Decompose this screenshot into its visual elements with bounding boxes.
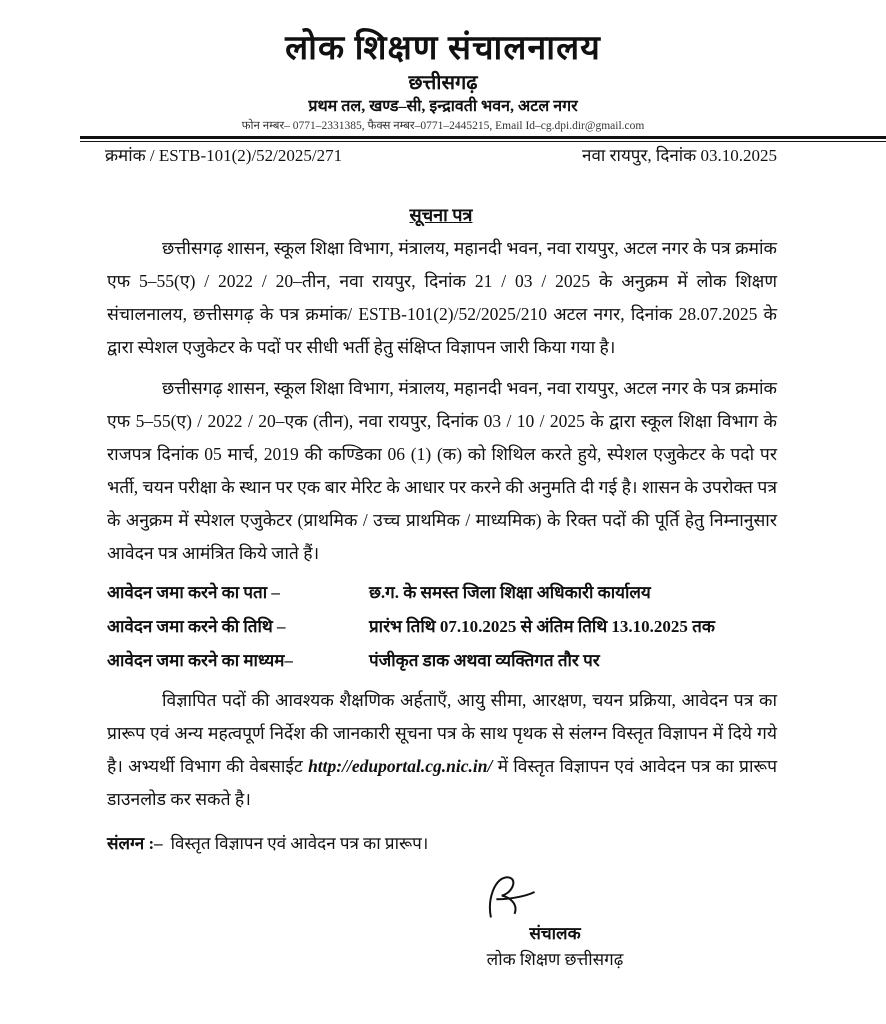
place-date: नवा रायपुर, दिनांक 03.10.2025 bbox=[582, 146, 777, 165]
paragraph-3 bbox=[107, 684, 777, 816]
detail-value: पंजीकृत डाक अथवा व्यक्तिगत तौर पर bbox=[369, 651, 600, 670]
detail-label: आवेदन जमा करने का पता – bbox=[107, 583, 280, 602]
reference-line bbox=[105, 144, 777, 168]
header-rule-thick bbox=[80, 136, 886, 139]
detail-label: आवेदन जमा करने का माध्यम– bbox=[107, 651, 293, 670]
reference-number: क्रमांक / ESTB-101(2)/52/2025/271 bbox=[105, 146, 343, 165]
detail-value: छ.ग. के समस्त जिला शिक्षा अधिकारी कार्यालय bbox=[369, 583, 651, 602]
signature-image bbox=[475, 872, 545, 922]
letterhead bbox=[0, 0, 886, 134]
detail-row-mode bbox=[107, 644, 777, 678]
office-address: प्रथम तल, खण्ड–सी, इन्द्रावती भवन, अटल नगर bbox=[308, 98, 578, 115]
paragraph-3-text-end: में विस्तृत विज्ञापन एवं आवेदन पत्र का प्रारूप डाउनलोड कर सकते है। bbox=[107, 756, 778, 809]
detail-row-address bbox=[107, 576, 777, 610]
notice-body bbox=[105, 144, 777, 858]
signature-block bbox=[435, 872, 675, 974]
office-title: लोक शिक्षण संचालनालय bbox=[285, 30, 601, 67]
detail-value: प्रारंभ तिथि 07.10.2025 से अंतिम तिथि 13.10.2025 तक bbox=[369, 617, 715, 636]
signatory-title: संचालक bbox=[529, 924, 581, 943]
notice-subject: सूचना पत्र bbox=[409, 205, 473, 225]
paragraph-1: छत्तीसगढ़ शासन, स्कूल शिक्षा विभाग, मंत्रालय, महानदी भवन, नवा रायपुर, अटल नगर के पत्र क्रमांक एफ 5–55(ए) / 2022 / 20–तीन, नवा रायपुर, दिनांक 21 / 03 / 2025 के अनुक्रम में लोक शिक्षण संचालनालय, छत्तीसगढ़ के पत्र क्रमांक/ ESTB-101(2)/52/2025/210 अटल नगर, दिनांक 28.07.2025 के द्वारा स्पेशल एजुकेटर के पदों पर सीधी भर्ती हेतु संक्षिप्त विज्ञापन जारी किया गया है। bbox=[107, 238, 777, 357]
enclosure-label: संलग्न :– bbox=[107, 834, 163, 853]
detail-label: आवेदन जमा करने की तिथि – bbox=[107, 617, 286, 636]
paragraph-2: छत्तीसगढ़ शासन, स्कूल शिक्षा विभाग, मंत्रालय, महानदी भवन, नवा रायपुर, अटल नगर के पत्र क्रमांक एफ 5–55(ए) / 2022 / 20–एक (तीन), नवा रायपुर, दिनांक 03 / 10 / 2025 के द्वारा स्कूल शिक्षा विभाग के राजपत्र दिनांक 05 मार्च, 2019 की कण्डिका 06 (1) (क) को शिथिल करते हुये, स्पेशल एजुकेटर के पदो पर भर्ती, चयन परीक्षा के स्थान पर एक बार मेरिट के आधार पर करने की अनुमति दी गई है। शासन के उपरोक्त पत्र के अनुक्रम में स्पेशल एजुकेटर (प्राथमिक / उच्च प्राथमिक / माध्यमिक) के रिक्त पदों की पूर्ति हेतु निम्नानुसार आवेदन पत्र आमंत्रित किये जाते हैं। bbox=[107, 378, 777, 563]
application-details bbox=[105, 576, 777, 678]
paragraph-3-text: विज्ञापित पदों की आवश्यक शैक्षणिक अर्हताएँ, आयु सीमा, आरक्षण, चयन प्रक्रिया, आवेदन पत्र का प्रारूप एवं अन्य महत्वपूर्ण निर्देश की जानकारी सूचना पत्र के साथ पृथक से संलग्न विस्तृत विज्ञापन में दिये गये है। अभ्यर्थी विभाग की वेबसाईट bbox=[107, 690, 777, 776]
website-link[interactable]: http://eduportal.cg.nic.in/ bbox=[308, 756, 493, 776]
detail-row-date bbox=[107, 610, 777, 644]
enclosure-text: विस्तृत विज्ञापन एवं आवेदन पत्र का प्रारूप। bbox=[170, 834, 429, 853]
enclosure bbox=[107, 830, 777, 858]
header-rule-thin bbox=[80, 141, 886, 142]
state-name: छत्तीसगढ़ bbox=[408, 72, 478, 94]
contact-line: फोन नम्बर– 0771–2331385, फैक्स नम्बर–0771–2445215, Email Id–cg.dpi.dir@gmail.com bbox=[241, 120, 645, 132]
signatory-organization: लोक शिक्षण छत्तीसगढ़ bbox=[486, 950, 624, 969]
